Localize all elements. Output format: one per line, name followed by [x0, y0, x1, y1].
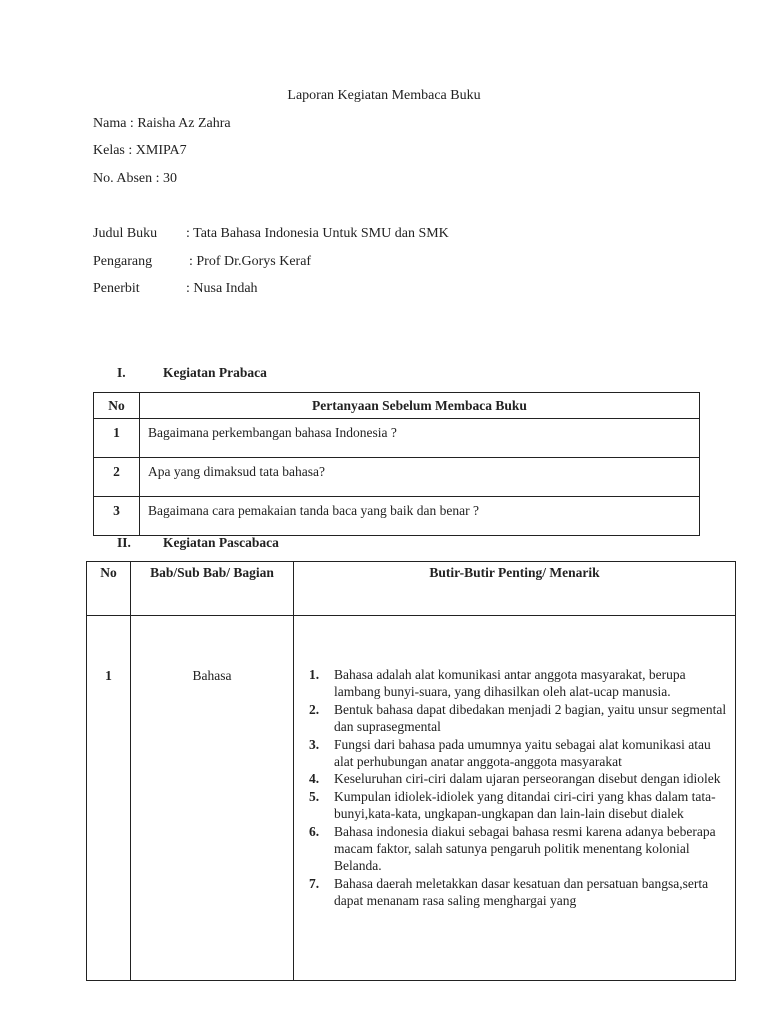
column-header-chapter: Bab/Sub Bab/ Bagian	[131, 562, 294, 616]
item-text: Fungsi dari bahasa pada umumnya yaitu sebagai alat komunikasi atau alat perhubungan anatar anggota-anggota masyarakat	[334, 736, 711, 770]
book-author-value: : Prof Dr.Gorys Keraf	[189, 254, 312, 269]
list-item	[294, 666, 729, 701]
row-number: 1	[94, 419, 140, 458]
list-item	[294, 701, 729, 736]
item-number: 6.	[309, 823, 320, 839]
column-header-no: No	[87, 562, 131, 616]
list-item	[294, 770, 729, 787]
item-text: Kumpulan idiolek-idiolek yang ditandai ciri-ciri yang khas dalam tata-bunyi,kata-kata, ungkapan-ungkapan dan lain-lain disebut dialek	[334, 788, 716, 822]
book-publisher-label: Penerbit	[93, 281, 140, 296]
question-text: Apa yang dimaksud tata bahasa?	[140, 458, 700, 497]
prereading-table	[93, 392, 700, 536]
item-number: 4.	[309, 771, 320, 787]
postreading-table	[86, 561, 736, 981]
column-header-no: No	[94, 393, 140, 419]
list-item	[294, 823, 729, 875]
question-text: Bagaimana cara pemakaian tanda baca yang baik dan benar ?	[140, 497, 700, 536]
student-absence-number: No. Absen : 30	[93, 171, 177, 186]
item-text: Bahasa indonesia diakui sebagai bahasa resmi karena adanya beberapa macam faktor, salah satunya pengaruh politik menentang kolonial Belanda.	[334, 823, 716, 874]
row-number: 2	[94, 458, 140, 497]
list-item	[294, 788, 729, 823]
list-item	[294, 875, 729, 910]
column-header-key-points: Butir-Butir Penting/ Menarik	[294, 562, 736, 616]
item-number: 5.	[309, 788, 320, 804]
chapter-name: Bahasa	[131, 616, 294, 981]
item-number: 1.	[309, 667, 320, 682]
student-name: Nama : Raisha Az Zahra	[93, 116, 231, 131]
table-row	[94, 458, 700, 497]
book-author-label: Pengarang	[93, 254, 153, 269]
item-text: Bahasa daerah meletakkan dasar kesatuan dan persatuan bangsa,serta dapat menanam rasa saling menghargai yang	[334, 875, 709, 909]
section-1-title: Kegiatan Prabaca	[163, 365, 267, 380]
book-publisher-value: : Nusa Indah	[186, 281, 258, 296]
table-header-row	[94, 393, 700, 419]
item-number: 3.	[309, 736, 320, 752]
book-title-value: : Tata Bahasa Indonesia Untuk SMU dan SMK	[186, 226, 449, 241]
list-item	[294, 736, 729, 771]
row-number: 3	[94, 497, 140, 536]
item-text: Keseluruhan ciri-ciri dalam ujaran perseorangan disebut dengan idiolek	[334, 771, 721, 787]
table-row	[94, 497, 700, 536]
column-header-question: Pertanyaan Sebelum Membaca Buku	[140, 393, 700, 419]
student-class: Kelas : XMIPA7	[93, 143, 187, 158]
item-text: Bentuk bahasa dapat dibedakan menjadi 2 bagian, yaitu unsur segmental dan suprasegmental	[334, 701, 727, 735]
table-row	[87, 616, 736, 981]
item-number: 2.	[309, 701, 320, 717]
key-points-cell	[294, 616, 736, 981]
item-number: 7.	[309, 875, 320, 891]
question-text: Bagaimana perkembangan bahasa Indonesia ?	[140, 419, 700, 458]
key-points-list	[294, 666, 729, 910]
row-number: 1	[87, 616, 131, 981]
report-title: Laporan Kegiatan Membaca Buku	[287, 88, 481, 103]
book-title-label: Judul Buku	[93, 226, 158, 241]
section-2-number: II.	[117, 535, 131, 550]
section-1-number: I.	[117, 365, 126, 380]
item-text: Bahasa adalah alat komunikasi antar anggota masyarakat, berupa lambang bunyi-suara, yang dihasilkan oleh alat-ucap manusia.	[334, 667, 686, 700]
section-2-title: Kegiatan Pascabaca	[163, 535, 279, 550]
table-header-row	[87, 562, 736, 616]
table-row	[94, 419, 700, 458]
